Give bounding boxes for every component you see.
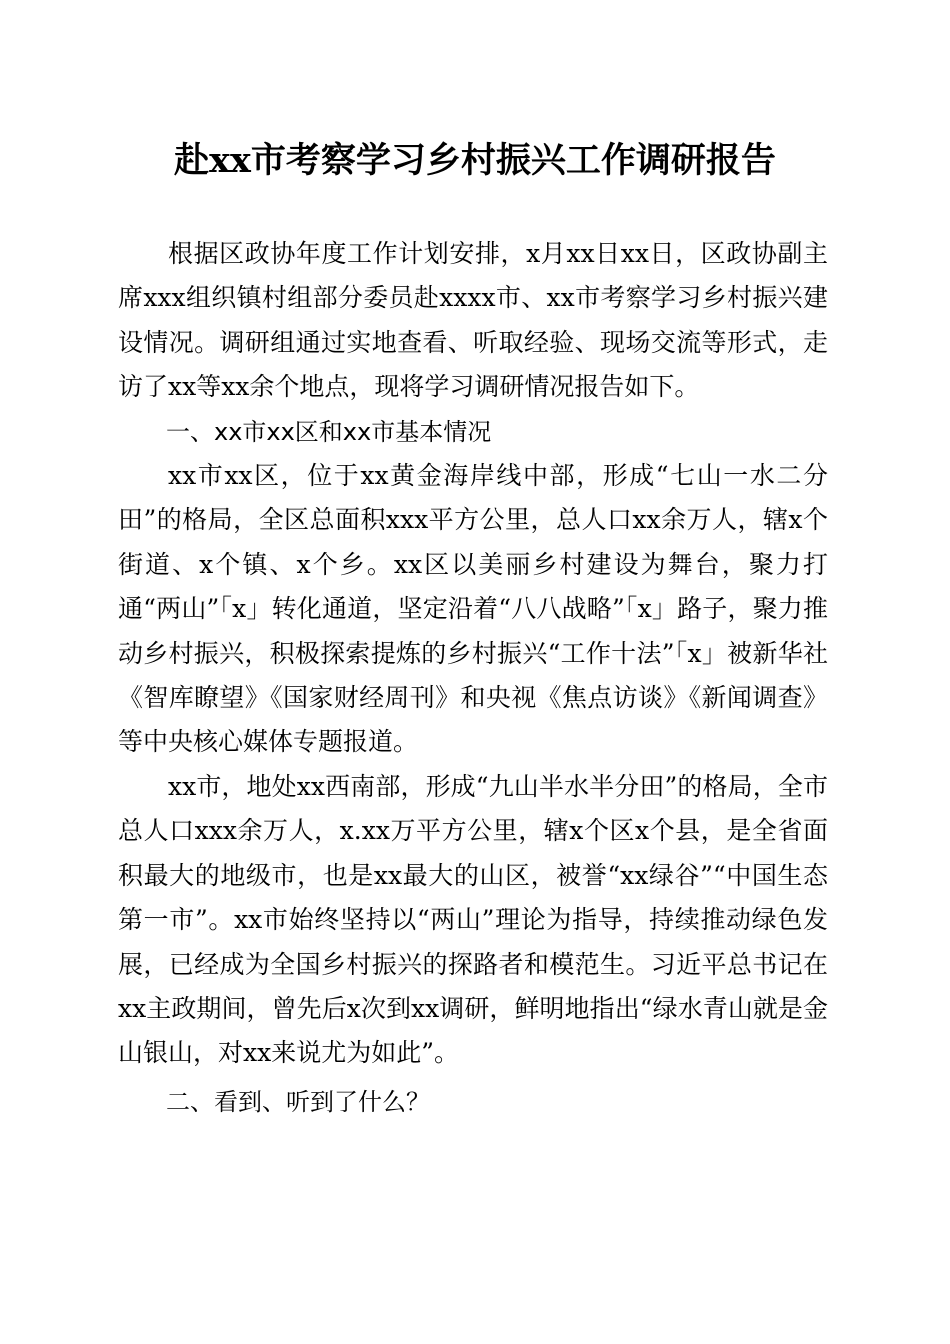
section-1-heading: 一、xx市xx区和xx市基本情况 — [166, 417, 492, 446]
section-1-paragraph-2: xx市，地处xx西南部，形成“九山半水半分田”的格局，全市总人口xxx余万人，x.xx万平方公里，辖x个区x个县，是全省面积最大的地级市，也是xx最大的山区，被誉“xx绿谷”“中国生态第一市”。xx市始终坚持以“两山”理论为指导，持续推动绿色发展，已经成为全国乡村振兴的探路者和模范生。习近平总书记在xx主政期间，曾先后x次到xx调研，鲜明地指出“绿水青山就是金山银山，对xx来说尤为如此”。 — [118, 771, 828, 1068]
intro-paragraph: 根据区政协年度工作计划安排，x月xx日xx日，区政协副主席xxx组织镇村组部分委员赴xxxx市、xx市考察学习乡村振兴建设情况。调研组通过实地查看、听取经验、现场交流等形式，走访了xx等xx余个地点，现将学习调研情况报告如下。 — [118, 239, 828, 402]
section-1-paragraph-1: xx市xx区，位于xx黄金海岸线中部，形成“七山一水二分田”的格局，全区总面积xxx平方公里，总人口xx余万人，辖x个街道、x个镇、x个乡。xx区以美丽乡村建设为舞台，聚力打通“两山”「x」转化通道，坚定沿着“八八战略”「x」路子，聚力推动乡村振兴，积极探索提炼的乡村振兴“工作十法”「x」被新华社《智库瞭望》《国家财经周刊》和央视《焦点访谈》《新闻调查》等中央核心媒体专题报道。 — [118, 461, 828, 757]
document-title: 赴xx市考察学习乡村振兴工作调研报告 — [174, 140, 776, 181]
document-body — [118, 232, 828, 1124]
section-2-heading: 二、看到、听到了什么？ — [166, 1087, 430, 1116]
